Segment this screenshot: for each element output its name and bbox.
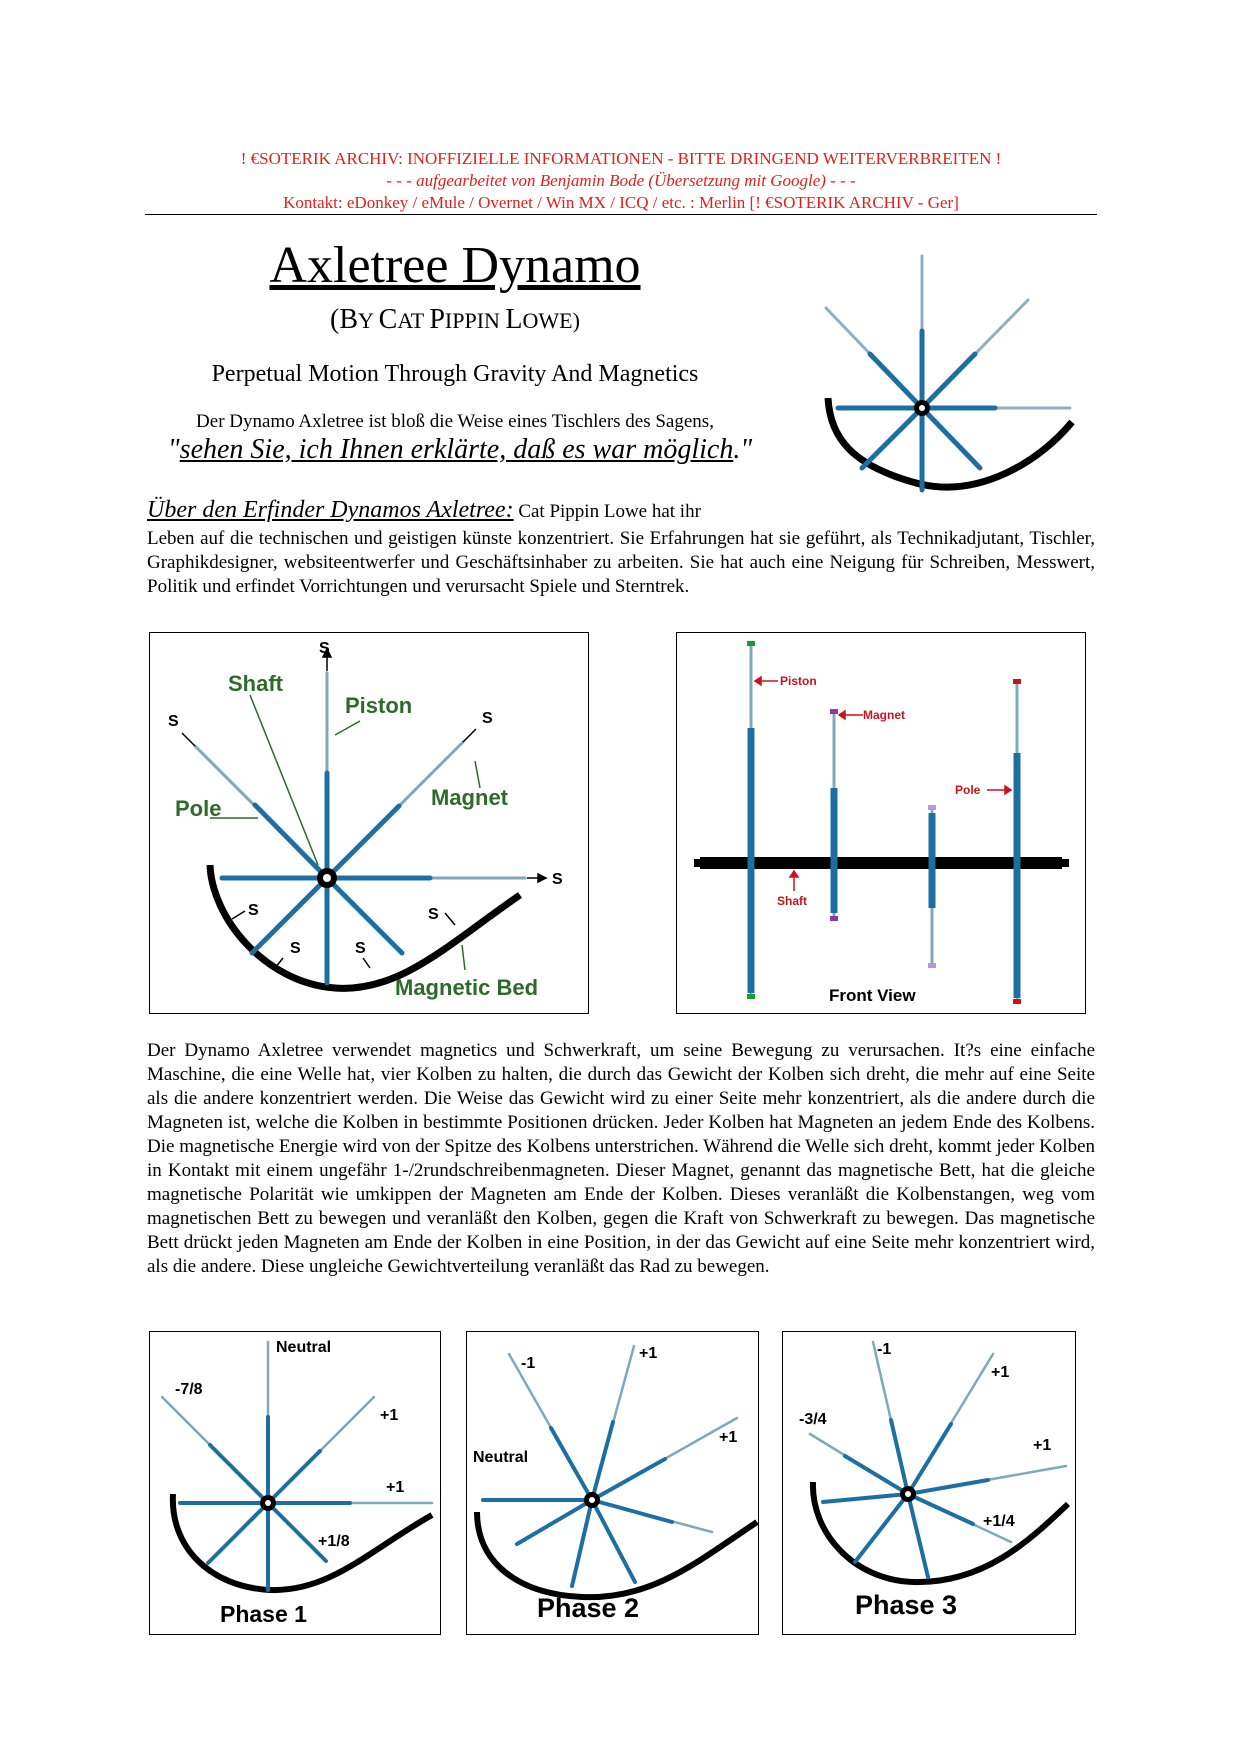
phase-rod [908,1424,951,1494]
phase-rod [908,1494,928,1577]
hero-rod [922,408,980,468]
front-magnet [830,916,838,921]
front-magnet [928,805,936,810]
s-label: S [482,710,493,727]
phase-label: Neutral [276,1339,332,1356]
phase-rod [208,1503,268,1563]
body-paragraph: Der Dynamo Axletree verwendet magnetics und Schwerkraft, um seine Bewegung zu verursachen. It?s eine einfache Maschine, die eine Welle hat, vier Kolben zu halten, die durch das Gewicht der Kolben sich dreht, die mehr auf eine Seite als die andere konzentriert werden. Die Weise das Gewicht wird zu einer Seite mehr konzentriert, als die andere durch die Magneten ist, welche die Kolben in bestimmte Positionen drücken. Jeder Kolben hat Magneten an jedem Ende des Kolbens. Die magnetische Energie wird von der Spitze des Kolbens unterstrichen. Während die Welle sich dreht, kommt jeder Kolben in Kontakt mit einem ungefähr 1-/2rundschreibenmagneten. Dieser Magnet, genannt das magnetische Bett, hat die gleiche magnetische Polarität wie umkippen der Magneten am Ende der Kolben. Dieses veranläßt die Kolbenstangen, weg vom magnetischen Bett zu bewegen und veranläßt den Kolben, gegen die Kraft von Schwerkraft zu bewegen. Das magnetische Bett drückt jeden Magneten am Ende der Kolben in eine Position, in der das Gewicht auf eine Seite mehr konzentriert wird, als die andere. Diese ungleiche Gewichtverteilung veranläßt das Rad zu bewegen. [147,1040,1095,1277]
front-magnet [1013,679,1021,684]
front-shaft-end [1061,859,1069,867]
phase-hub-center [905,1491,911,1497]
phase-1-diagram [149,1331,441,1635]
phase-label: +1/8 [318,1533,350,1550]
front-shaft-label: Shaft [777,894,807,908]
phase-label: +1 [380,1407,399,1424]
s-label: S [168,713,179,730]
phase-bed [477,1512,757,1597]
hero-wheel-illustration [810,246,1090,506]
phase-label: -3/4 [799,1411,827,1428]
phase-rod [517,1500,592,1544]
archive-header-line3: Kontakt: eDonkey / eMule / Overnet / Win MX / ICQ / etc. : Merlin [! €SOTERIK ARCHIV - Ger] [283,193,959,212]
quote-line1: Der Dynamo Axletree ist bloß die Weise eines Tischlers des Sagens, [196,411,714,432]
phase-title: Phase 3 [855,1590,958,1620]
s-arrow [363,958,370,968]
phase-3-diagram [782,1331,1076,1635]
piston-arrowhead [755,677,761,685]
s-arrow [463,729,476,742]
magnet-arrowhead [839,711,845,719]
front-view-caption: Front View [829,986,916,1005]
phase-rod [551,1428,592,1500]
phase-title: Phase 1 [220,1601,307,1627]
page-title: Axletree Dynamo [269,237,641,294]
s-label: S [319,640,330,657]
archive-header-line1: ! €SOTERIK ARCHIV: INOFFIZIELLE INFORMATIONEN - BITTE DRINGEND WEITERVERBREITEN ! [240,149,1002,168]
byline: (BY CAT PIPPIN LOWE) [330,304,580,335]
s-arrow [232,911,245,919]
s-arrow [182,733,195,746]
quote-line2: "sehen Sie, ich Ihnen erklärte, daß es war möglich." [167,434,753,465]
phase-label: +1 [1033,1437,1052,1454]
inventor-paragraph: Über den Erfinder Dynamos Axletree: Cat Pippin Lowe hat ihr [147,497,701,523]
s-label: S [428,906,439,923]
phase-label: +1 [639,1345,658,1362]
header-divider [145,214,1097,215]
inventor-heading: Über den Erfinder Dynamos Axletree: [147,497,514,523]
phase-bed [173,1494,432,1590]
phase-label: +1/4 [983,1513,1015,1530]
phase-label: -7/8 [175,1381,203,1398]
phase-rod [908,1494,973,1524]
magnet-label: Magnet [431,785,508,810]
phase-label: -1 [521,1355,536,1372]
s-label: S [290,940,301,957]
front-shaft-end [694,859,702,867]
subtitle: Perpetual Motion Through Gravity And Magnetics [211,361,699,387]
s-label: S [248,902,259,919]
front-piston-label: Piston [780,674,817,688]
front-magnet [1013,999,1021,1004]
phase-rod [855,1494,908,1562]
phase-rod [592,1500,635,1582]
phase-title: Phase 2 [537,1593,640,1623]
bed-pointer [462,945,465,970]
phase-hub-center [589,1497,595,1503]
hero-rod [922,354,975,408]
phase-label: Neutral [473,1449,529,1466]
phase-label: +1 [386,1479,405,1496]
hero-magnetic-bed [828,398,1072,487]
front-view-diagram [676,632,1086,1014]
front-magnet [830,709,838,714]
pole-label: Pole [175,796,222,821]
pole-arrowhead [1005,786,1011,794]
phase-rod [823,1494,908,1502]
phase-label: -1 [877,1341,892,1358]
s-arrowhead [538,874,546,882]
piston-pointer [335,721,360,735]
hero-rod [862,408,922,468]
shaft-pointer [250,695,318,865]
phase-rod [268,1503,326,1561]
phase-rod [908,1480,988,1494]
front-magnet [928,963,936,968]
rod [255,805,327,878]
phase-bed [813,1482,1068,1582]
hero-rod [870,354,922,408]
front-magnet [747,641,755,646]
s-label: S [355,940,366,957]
inventor-body: Leben auf die technischen und geistigen künste konzentriert. Sie Erfahrungen hat sie geführt, als Technikadjutant, Tischler, Graphikdesigner, websiteentwerfer und Geschäftsinhaber zu arbeiten. Sie hat auch eine Neigung für Schreiben, Messwert, Politik und erfindet Vorrichtungen und verursacht Spiele und Sterntrek. [147,528,1095,597]
archive-header-line2: - - - aufgearbeitet von Benjamin Bode (Übersetzung mit Google) - - - [386,171,856,190]
side-view-diagram [149,632,589,1014]
shaft-arrowhead [790,871,798,877]
s-label: S [552,871,563,888]
phase-2-diagram [466,1331,759,1635]
hero-hub-center [919,405,925,411]
phase-rod [891,1420,908,1494]
magnetic-bed-label: Magnetic Bed [395,975,539,1000]
phase-hub-center [265,1500,271,1506]
magnet-pointer [475,761,480,788]
shaft-label: Shaft [228,671,283,696]
front-magnet [747,994,755,999]
hub-center [323,874,331,882]
front-pole-label: Pole [955,783,981,797]
phase-label: +1 [719,1429,738,1446]
phase-rod [268,1451,320,1503]
s-arrow [445,913,455,925]
piston-label: Piston [345,693,413,718]
rod [327,806,399,878]
front-magnet-label: Magnet [863,708,905,722]
phase-label: +1 [991,1364,1010,1381]
phase-rod [572,1500,592,1586]
magnetic-bed-curve [210,865,520,988]
phase-rod [210,1445,268,1503]
